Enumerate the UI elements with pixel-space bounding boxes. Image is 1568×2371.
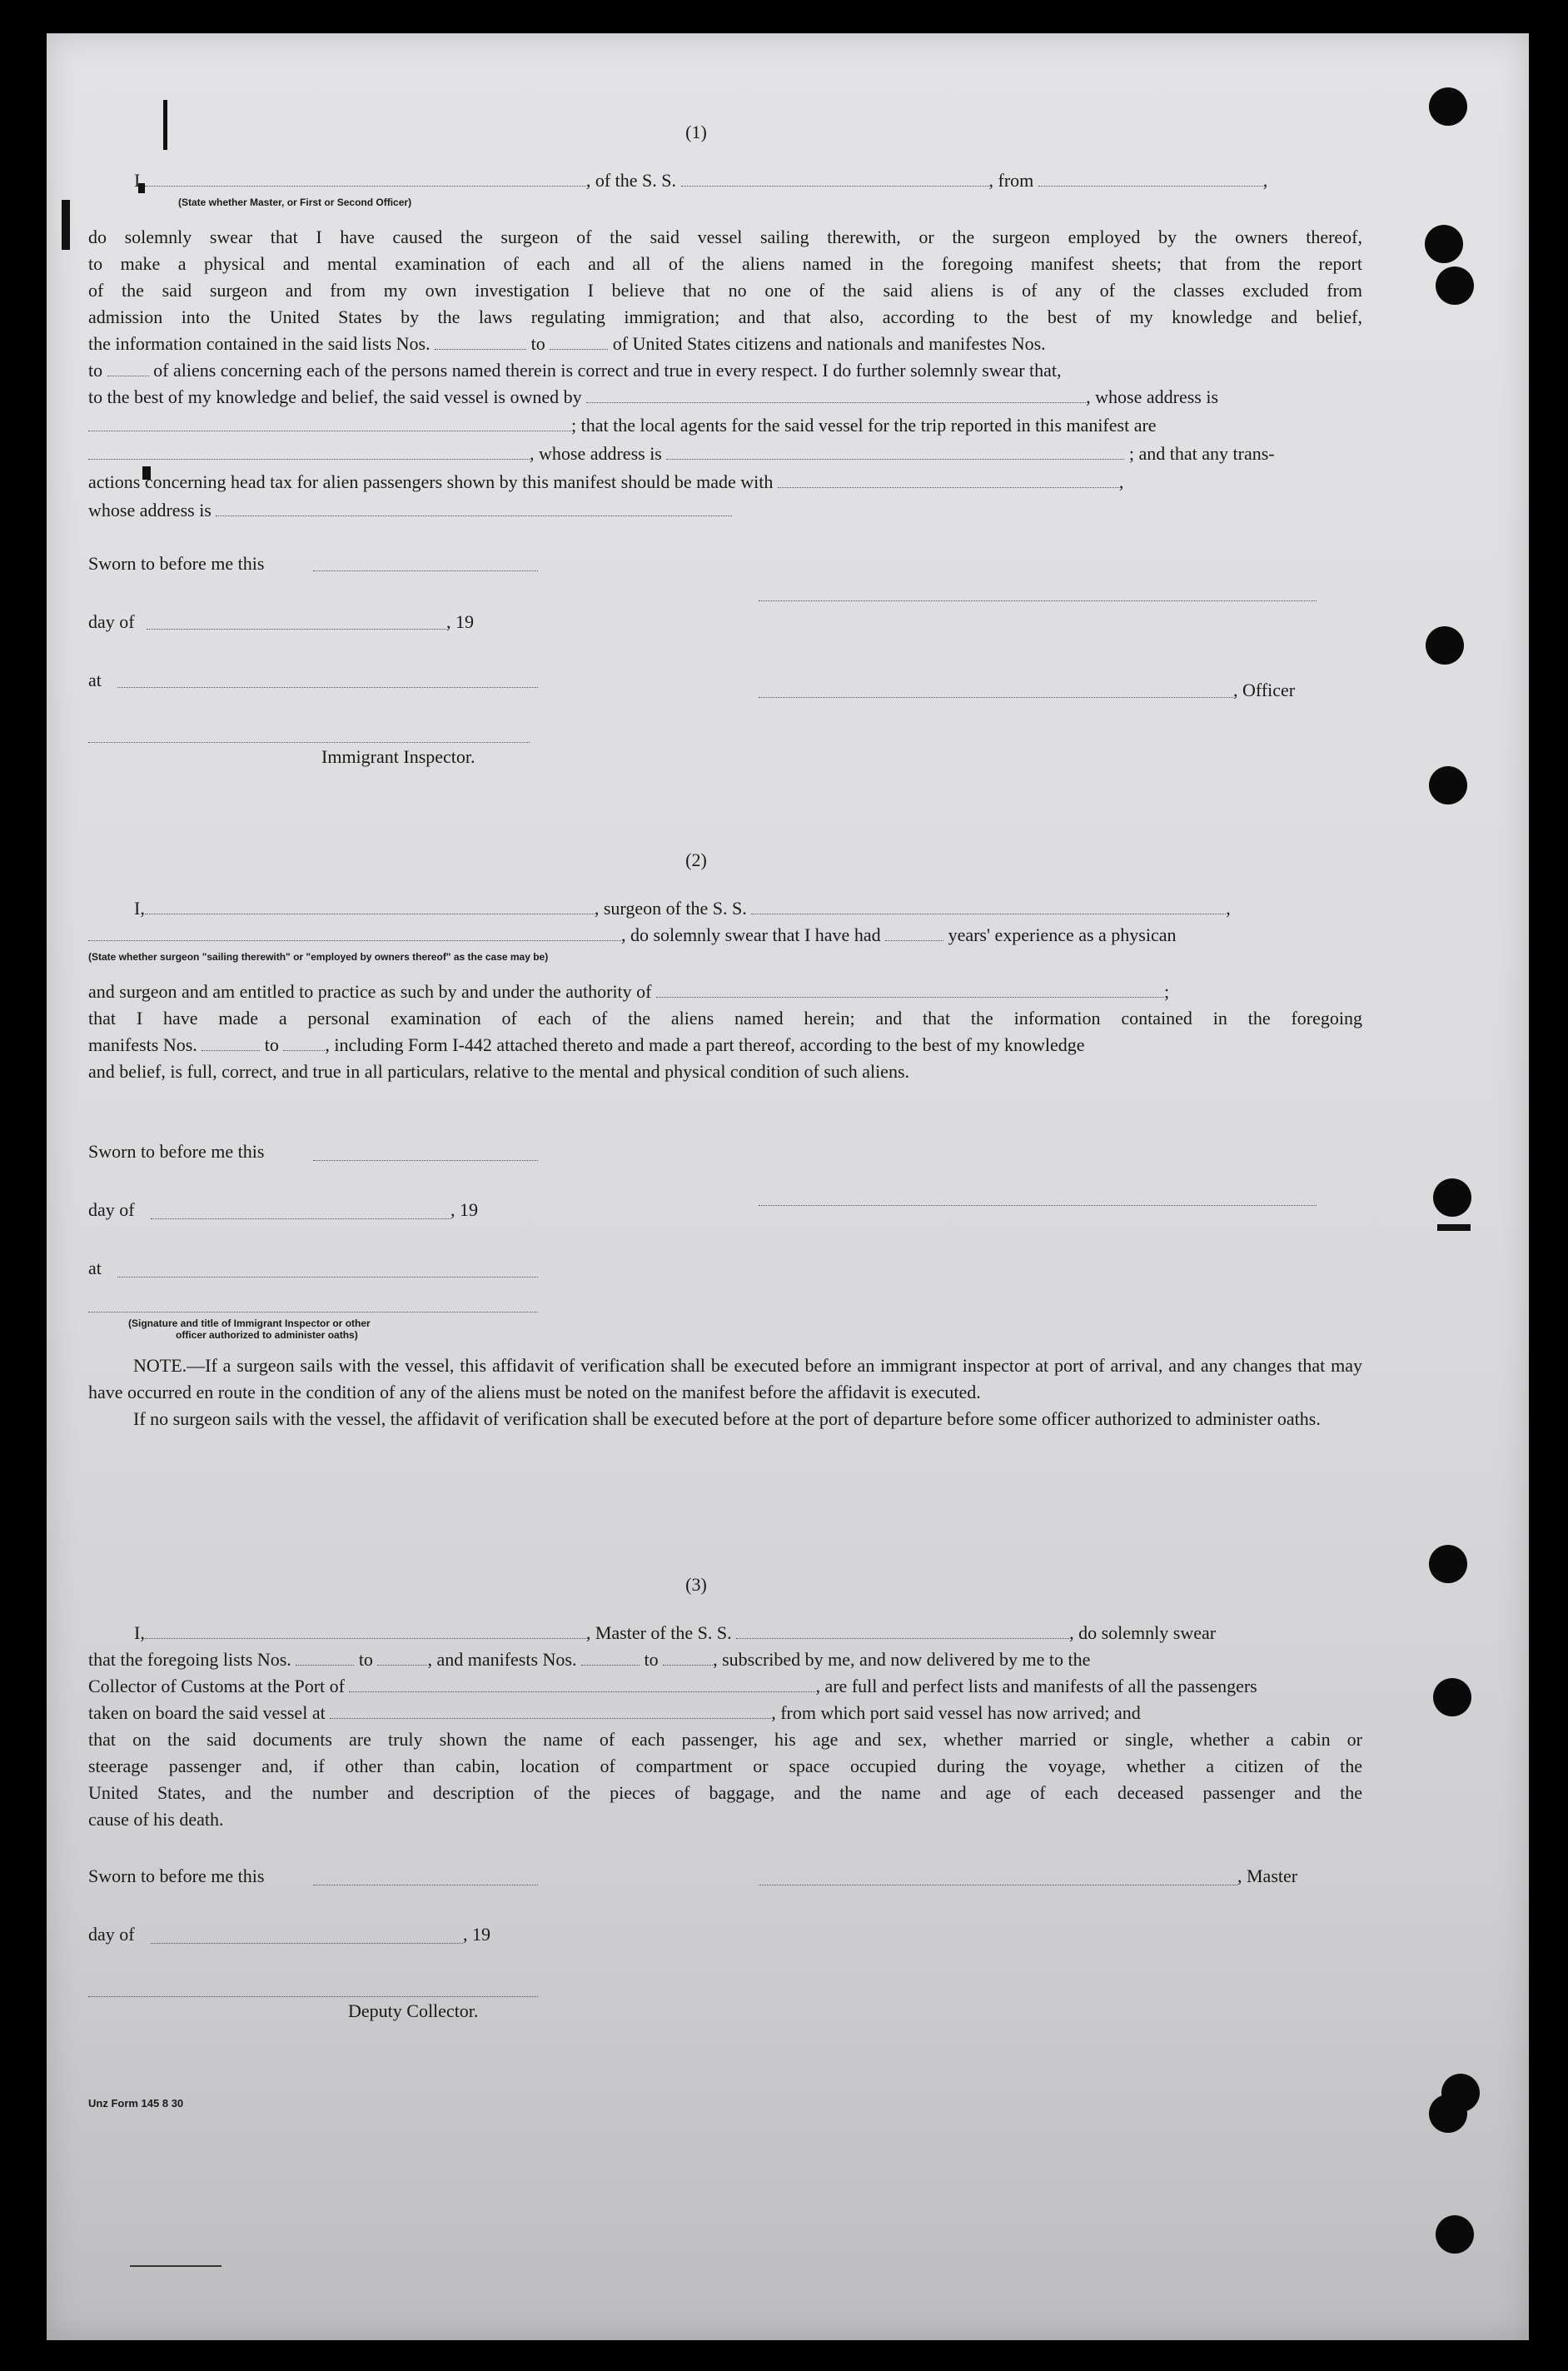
section-3-vessel-line: taken on board the said vessel at , from which port said vessel has now arrived; and	[88, 1702, 1141, 1723]
place-line	[117, 686, 538, 688]
section-1-whose-address-line: whose address is	[88, 498, 1362, 523]
section-1-head-tax-line: actions concerning head tax for alien passengers shown by this manifest should be made with ,	[88, 471, 1124, 492]
place-line	[117, 1276, 538, 1278]
ink-mark	[130, 2265, 222, 2267]
at-label: at	[88, 1258, 102, 1278]
binder-hole	[1425, 225, 1463, 263]
ink-mark	[163, 100, 167, 150]
inspector-line	[88, 741, 530, 743]
section-1-text-line: do solemnly swear that I have caused the surgeon of the said vessel sailing therewith, or the surgeon employed by the owners thereof,	[88, 227, 1362, 247]
binder-hole	[1429, 766, 1467, 804]
section-2-text-line: that I have made a personal examination of each of the aliens named herein; and that the information contained in the foregoing	[88, 1008, 1362, 1029]
deputy-label: Deputy Collector.	[348, 2000, 479, 2021]
binder-hole	[1429, 87, 1467, 126]
section-1-text-line: admission into the United States by the laws regulating immigration; and that also, according to the best of my knowledge and belief,	[88, 306, 1362, 327]
note-block	[88, 1352, 1362, 1432]
section-1-owned-line: to the best of my knowledge and belief, the said vessel is owned by , whose address is	[88, 386, 1219, 407]
day-of-label: day of	[88, 1199, 135, 1220]
section-1-agents-line: ; that the local agents for the said vessel for the trip reported in this manifest are	[88, 413, 1362, 438]
signature-line	[313, 1884, 538, 1885]
signature-note: (Signature and title of Immigrant Inspector or other	[128, 1317, 371, 1329]
section-2-first-line: I, , surgeon of the S. S. ,	[134, 898, 1231, 919]
deputy-signature-line	[88, 1995, 538, 1997]
section-3-last-line: cause of his death.	[88, 1809, 224, 1830]
date-line	[147, 628, 446, 630]
section-3-text-line: steerage passenger and, if other than cabin, location of compartment or space occupied during the voyage, whether a citizen of the	[88, 1756, 1362, 1776]
label: I,	[134, 170, 145, 191]
binder-hole	[1433, 1678, 1471, 1716]
binder-hole	[1436, 266, 1474, 305]
section-2-number: (2)	[685, 849, 707, 870]
signature-line	[759, 600, 1317, 601]
at-label: at	[88, 670, 102, 690]
section-1-first-line	[134, 168, 1362, 193]
binder-hole	[1433, 1178, 1471, 1217]
signature-line	[313, 1159, 538, 1161]
section-1-number: (1)	[685, 122, 707, 142]
section-1-address-line: , whose address is ; and that any trans-	[88, 441, 1362, 466]
officer-note: (State whether Master, or First or Second Officer)	[178, 197, 412, 208]
day-of-label: day of	[88, 1924, 135, 1945]
label: , of the S. S.	[585, 170, 677, 191]
year-label: , 19	[463, 1924, 490, 1945]
master-signature-line	[759, 1884, 1237, 1885]
sworn-label: Sworn to before me this	[88, 1865, 265, 1886]
section-3-number: (3)	[685, 1574, 707, 1595]
section-1-text-line: to make a physical and mental examination of each and all of the aliens named in the foregoing manifest sheets; that from the report	[88, 253, 1362, 274]
form-id: Unz Form 145 8 30	[88, 2097, 184, 2109]
surgeon-note: (State whether surgeon "sailing therewith" or "employed by owners thereof" as the case may be)	[88, 951, 549, 963]
section-1-text-line: of the said surgeon and from my own investigation I believe that no one of the said aliens is of any of the classes excluded from	[88, 280, 1362, 301]
sworn-label: Sworn to before me this	[88, 1141, 265, 1162]
form-page	[47, 33, 1529, 2340]
year-label: , 19	[446, 611, 474, 632]
label: ,	[1262, 170, 1268, 191]
signature-line	[313, 570, 538, 571]
binder-hole	[1436, 2215, 1474, 2254]
binder-hole	[1429, 2095, 1467, 2133]
section-1-aliens-line: to of aliens concerning each of the persons named therein is correct and true in every respect. I do further solemnly swear that,	[88, 360, 1062, 381]
sworn-label: Sworn to before me this	[88, 553, 265, 574]
binder-hole	[1429, 1545, 1467, 1583]
inspector-signature-line	[88, 1311, 538, 1313]
binder-hole	[1426, 626, 1464, 665]
section-2-authority-line: and surgeon and am entitled to practice as such by and under the authority of ;	[88, 981, 1170, 1002]
section-3-collector-line: Collector of Customs at the Port of , are full and perfect lists and manifests of all the passengers	[88, 1676, 1257, 1696]
signature-line	[759, 1204, 1317, 1206]
note-paragraph: If no surgeon sails with the vessel, the affidavit of verification shall be executed before at the port of departure before some officer authorized to administer oaths.	[133, 1408, 1321, 1429]
section-3-first-line: I, , Master of the S. S. , do solemnly swear	[134, 1622, 1217, 1643]
year-label: , 19	[450, 1199, 478, 1220]
day-of-label: day of	[88, 611, 135, 632]
note-paragraph: NOTE.—If a surgeon sails with the vessel, this affidavit of verification shall be executed before an immigrant inspector at port of arrival, and any changes that may have occurred en route in the condition of any of the aliens must be noted on the manifest before the affidavit is executed.	[88, 1355, 1362, 1402]
officer-line	[759, 696, 1233, 698]
section-3-text-line: that on the said documents are truly shown the name of each passenger, his age and sex, whether married or single, whether a cabin or	[88, 1729, 1362, 1750]
date-line	[151, 1218, 450, 1219]
signature-note: officer authorized to administer oaths)	[176, 1329, 358, 1341]
section-2-second-line: , do solemnly swear that I have had years' experience as a physican	[88, 923, 1362, 948]
section-3-text-line: United States, and the number and description of the pieces of baggage, and the name and age of each deceased passenger and the	[88, 1782, 1362, 1803]
ink-mark	[62, 200, 70, 250]
section-3-lists-line: that the foregoing lists Nos. to , and manifests Nos. to , subscribed by me, and now delivered by me to the	[88, 1649, 1091, 1670]
master-label: , Master	[1237, 1865, 1298, 1886]
inspector-label: Immigrant Inspector.	[321, 746, 475, 767]
section-2-manifests-line: manifests Nos. to , including Form I-442 attached thereto and made a part thereof, according to the best of my knowledge	[88, 1034, 1085, 1055]
date-line	[151, 1942, 463, 1944]
officer-label: , Officer	[1233, 680, 1296, 700]
label: , from	[988, 170, 1034, 191]
section-2-last-line: and belief, is full, correct, and true in all particulars, relative to the mental and physical condition of such aliens.	[88, 1061, 910, 1082]
section-1-lists-line: the information contained in the said lists Nos. to of United States citizens and nationals and manifestes Nos.	[88, 333, 1046, 354]
ink-mark	[1437, 1224, 1471, 1231]
